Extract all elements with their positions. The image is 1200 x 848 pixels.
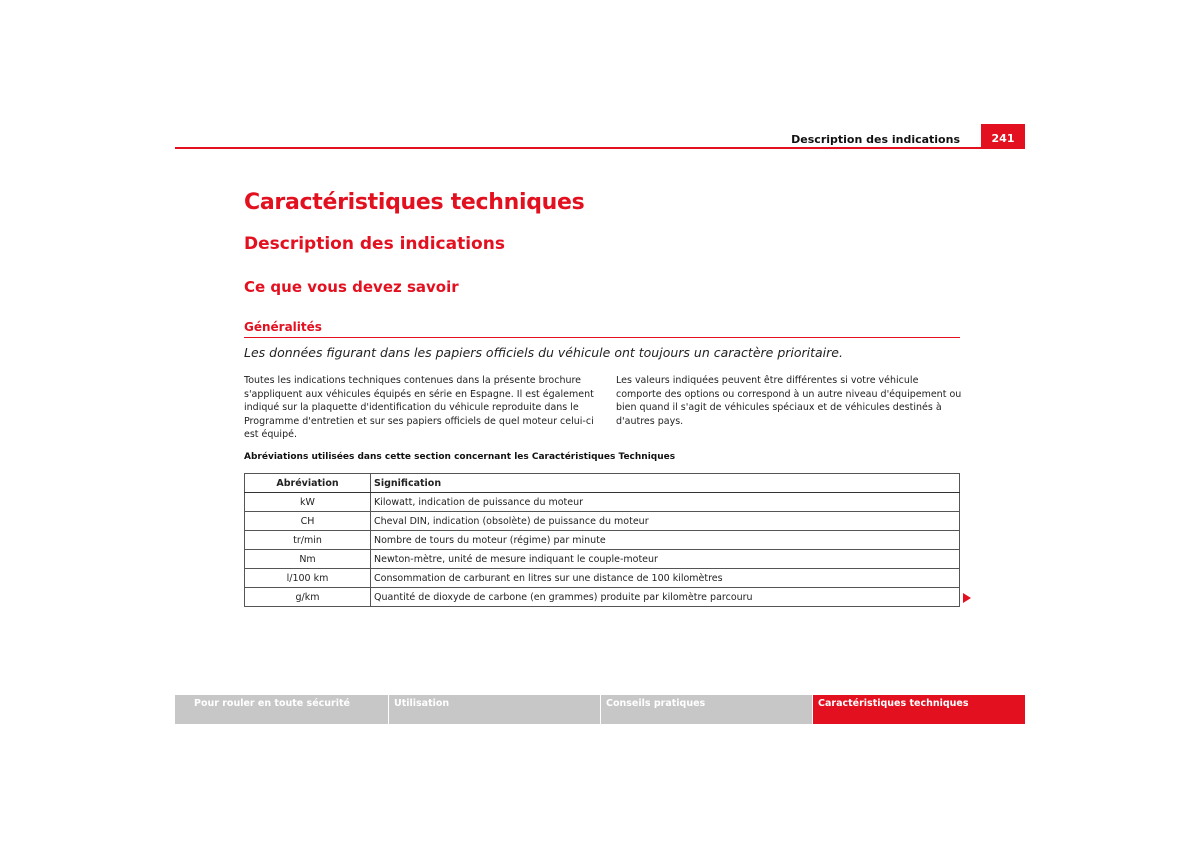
lead-paragraph: Les données figurant dans les papiers officiels du véhicule ont toujours un caractère prioritaire. — [244, 345, 843, 360]
page-number: 241 — [981, 124, 1025, 148]
section-title: Description des indications — [244, 234, 505, 254]
footer-tab-tips[interactable] — [601, 695, 812, 724]
continue-arrow-icon — [963, 593, 971, 603]
table-cell-abbreviation: g/km — [245, 588, 371, 607]
table-row — [245, 569, 960, 588]
table-cell-meaning: Cheval DIN, indication (obsolète) de puissance du moteur — [371, 512, 960, 531]
table-cell-meaning: Consommation de carburant en litres sur une distance de 100 kilomètres — [371, 569, 960, 588]
table-header-cell: Signification — [371, 474, 960, 493]
footer-tab-safety[interactable] — [175, 695, 388, 724]
subsection-title: Ce que vous devez savoir — [244, 278, 459, 296]
footer-tab-label: Conseils pratiques — [606, 698, 706, 709]
footer-tab-usage[interactable] — [389, 695, 600, 724]
footer-tab-technical-active[interactable] — [813, 695, 1025, 724]
table-cell-abbreviation: Nm — [245, 550, 371, 569]
table-cell-abbreviation: tr/min — [245, 531, 371, 550]
table-cell-meaning: Nombre de tours du moteur (régime) par minute — [371, 531, 960, 550]
topic-rule — [244, 337, 960, 338]
table-header-row — [245, 474, 960, 493]
running-header-title: Description des indications — [791, 133, 960, 146]
table-row — [245, 493, 960, 512]
body-paragraph-left: Toutes les indications techniques contenues dans la présente brochure s'appliquent aux véhicules équipés en série en Espagne. Il est également indiqué sur la plaquette d'identification du véhicule reproduite dans le Programme d'entretien et sur ses papiers officiels de quel moteur celui-ci est équipé. — [244, 375, 594, 441]
topic-heading: Généralités — [244, 320, 322, 334]
table-cell-abbreviation: kW — [245, 493, 371, 512]
body-paragraph-right: Les valeurs indiquées peuvent être différentes si votre véhicule comporte des options ou correspond à un autre niveau d'équipement ou bien quand il s'agit de véhicules spéciaux et de véhicules destinés à d'autres pays. — [616, 375, 962, 427]
table-caption: Abréviations utilisées dans cette section concernant les Caractéristiques Techniques — [244, 452, 676, 462]
abbreviations-table — [244, 473, 960, 607]
footer-tab-label: Caractéristiques techniques — [818, 698, 969, 709]
table-cell-abbreviation: CH — [245, 512, 371, 531]
table-row — [245, 531, 960, 550]
table-header-cell: Abréviation — [245, 474, 371, 493]
table-row — [245, 550, 960, 569]
footer-tab-label: Utilisation — [394, 698, 450, 709]
table-row — [245, 512, 960, 531]
header-rule — [175, 147, 1025, 149]
table-row — [245, 588, 960, 607]
chapter-title: Caractéristiques techniques — [244, 190, 585, 215]
table-cell-meaning: Newton-mètre, unité de mesure indiquant le couple-moteur — [371, 550, 960, 569]
table-cell-meaning: Quantité de dioxyde de carbone (en grammes) produite par kilomètre parcouru — [371, 588, 960, 607]
table-cell-abbreviation: l/100 km — [245, 569, 371, 588]
footer-tab-label: Pour rouler en toute sécurité — [194, 698, 350, 709]
table-cell-meaning: Kilowatt, indication de puissance du moteur — [371, 493, 960, 512]
